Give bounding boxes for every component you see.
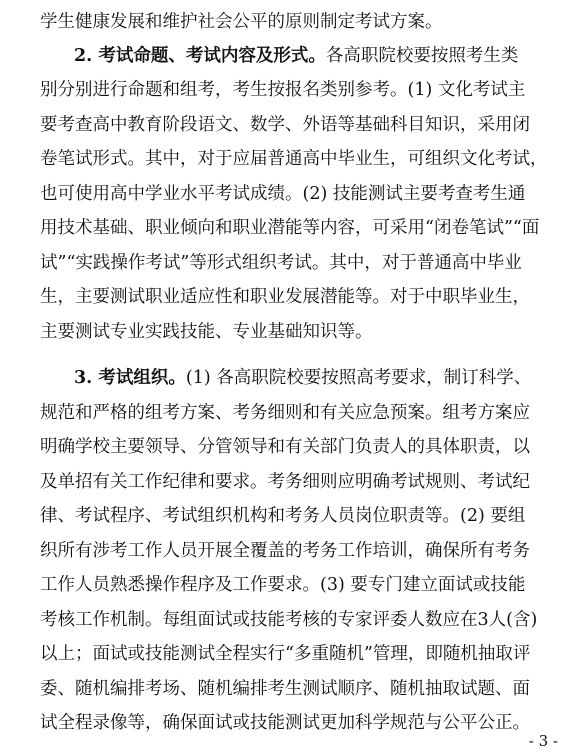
text-line: 及单招有关工作纪律和要求。考务细则应明确考试规则、考试纪 — [40, 472, 530, 492]
text-line: 规范和严格的组考方案、考务细则和有关应急预案。组考方案应 — [40, 403, 530, 423]
text-line: 明确学校主要领导、分管领导和有关部门负责人的具体职责，以 — [40, 437, 530, 457]
text-line: 织所有涉考工作人员开展全覆盖的考务工作培训，确保所有考务 — [40, 541, 530, 561]
text-line: 考核工作机制。每组面试或技能考核的专家评委人数应在3人(含) — [40, 610, 538, 630]
text-line: 用技术基础、职业倾向和职业潜能等内容，可采用“闭卷笔试”“面 — [40, 218, 540, 238]
text-line: 律、考试程序、考试组织机构和考务人员岗位职责等。(2) 要组 — [40, 506, 526, 526]
section-3-lead-text: (1) 各高职院校要按照高考要求，制订科学、 — [185, 368, 532, 388]
text-line: 生，主要测试职业适应性和职业发展潜能等。对于中职毕业生， — [40, 287, 530, 307]
text-line: 要考查高中教育阶段语文、数学、外语等基础科目知识，采用闭 — [40, 115, 530, 135]
text-line: 也可使用高中学业水平考试成绩。(2) 技能测试主要考查考生通 — [40, 184, 526, 204]
section-2-heading: 2. 考试命题、考试内容及形式。 — [74, 46, 326, 66]
section-2-lead-text: 各高职院校要按照考生类 — [325, 46, 519, 66]
text-line: 委、随机编排考场、随机编排考生测试顺序、随机抽取试题、面 — [40, 679, 530, 699]
page-number: - 3 - — [528, 732, 558, 750]
text-line: 工作人员熟悉操作程序及工作要求。(3) 要专门建立面试或技能 — [40, 575, 526, 595]
text-line: 卷笔试形式。其中，对于应届普通高中毕业生，可组织文化考试， — [40, 149, 548, 169]
section-3-first-line — [74, 366, 560, 390]
text-line: 主要测试专业实践技能、专业基础知识等。 — [40, 322, 373, 342]
section-2-first-line — [74, 44, 560, 68]
text-line: 以上；面试或技能测试全程实行“多重随机”管理，即随机抽取评 — [40, 644, 531, 664]
section-3-heading: 3. 考试组织。 — [74, 368, 186, 388]
text-line: 试全程录像等，确保面试或技能测试更加科学规范与公平公正。 — [40, 713, 530, 733]
text-line: 学生健康发展和维护社会公平的原则制定考试方案。 — [40, 12, 443, 32]
text-line: 别分别进行命题和组考，考生按报名类别参考。(1) 文化考试主 — [40, 80, 526, 100]
text-line: 试”“实践操作考试”等形式组织考试。其中，对于普通高中毕业 — [40, 253, 522, 273]
